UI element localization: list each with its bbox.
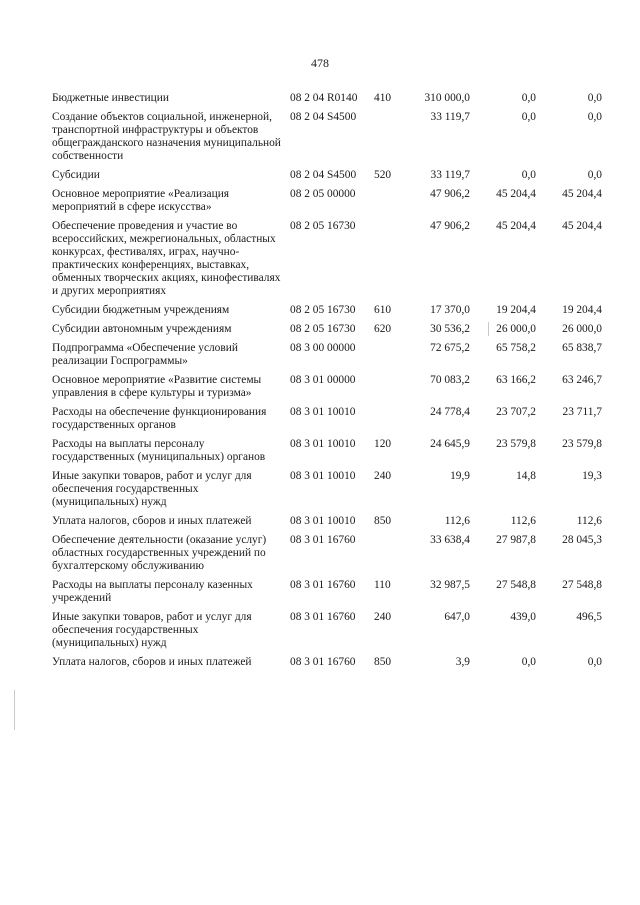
row-name: Субсидии бюджетным учреждениям xyxy=(52,304,230,316)
table-row xyxy=(52,374,612,400)
row-code: 08 3 01 16760 xyxy=(290,656,356,668)
row-code: 08 2 05 16730 xyxy=(290,220,356,232)
row-code: 08 3 01 10010 xyxy=(290,438,356,450)
row-value-3: 112,6 xyxy=(576,515,602,527)
budget-table xyxy=(52,86,612,669)
row-value-2: 0,0 xyxy=(521,169,536,181)
row-name: Создание объектов социальной, инженерной, транспортной инфраструктуры и объектов общегражданского назначения муниципальной собственности xyxy=(52,111,281,162)
row-value-1: 47 906,2 xyxy=(430,188,470,200)
row-value-3: 45 204,4 xyxy=(562,188,602,200)
row-value-2: 27 548,8 xyxy=(496,579,536,591)
table-row xyxy=(52,579,612,605)
row-value-2: 0,0 xyxy=(521,92,536,104)
row-code: 08 3 00 00000 xyxy=(290,342,356,354)
row-vr: 240 xyxy=(374,611,392,623)
row-name: Обеспечение проведения и участие во всероссийских, межрегиональных, областных конкурсах, фестивалях, играх, научно-практических конференциях, выставках, обменных творческих акциях, кинофестивалях и других мероприятиях xyxy=(52,220,281,297)
row-value-2: 0,0 xyxy=(521,111,536,123)
row-name: Обеспечение деятельности (оказание услуг) областных государственных учреждений по бухгалтерскому обслуживанию xyxy=(52,534,267,572)
scan-artifact-line xyxy=(488,322,489,336)
row-name: Основное мероприятие «Реализация мероприятий в сфере искусства» xyxy=(52,188,230,213)
table-row xyxy=(52,323,612,336)
table-row xyxy=(52,304,612,317)
row-vr: 240 xyxy=(374,470,392,482)
table-row xyxy=(52,92,612,105)
row-name: Иные закупки товаров, работ и услуг для обеспечения государственных (муниципальных) нужд xyxy=(52,470,252,508)
row-value-3: 496,5 xyxy=(576,611,602,623)
row-value-2: 439,0 xyxy=(510,611,536,623)
row-name: Расходы на обеспечение функционирования государственных органов xyxy=(52,406,267,431)
row-value-3: 65 838,7 xyxy=(562,342,602,354)
row-value-3: 23 711,7 xyxy=(562,406,602,418)
row-value-3: 63 246,7 xyxy=(562,374,602,386)
row-value-1: 33 119,7 xyxy=(430,169,470,181)
row-code: 08 2 04 S4500 xyxy=(290,169,357,181)
row-value-3: 19 204,4 xyxy=(562,304,602,316)
row-name: Расходы на выплаты персоналу государственных (муниципальных) органов xyxy=(52,438,266,463)
row-vr: 610 xyxy=(374,304,392,316)
row-vr: 850 xyxy=(374,515,392,527)
row-value-1: 47 906,2 xyxy=(430,220,470,232)
table-row xyxy=(52,342,612,368)
table-row xyxy=(52,470,612,509)
table-row xyxy=(52,188,612,214)
row-value-3: 0,0 xyxy=(587,656,602,668)
scan-artifact-line xyxy=(14,690,15,730)
row-value-2: 26 000,0 xyxy=(496,323,536,335)
row-code: 08 2 04 S4500 xyxy=(290,111,357,123)
table-row xyxy=(52,111,612,163)
row-value-1: 3,9 xyxy=(455,656,470,668)
table-row xyxy=(52,515,612,528)
row-name: Уплата налогов, сборов и иных платежей xyxy=(52,515,252,527)
row-code: 08 3 01 16760 xyxy=(290,579,356,591)
row-value-1: 647,0 xyxy=(444,611,470,623)
row-value-2: 63 166,2 xyxy=(496,374,536,386)
row-value-2: 23 579,8 xyxy=(496,438,536,450)
row-code: 08 2 04 R0140 xyxy=(290,92,358,104)
row-code: 08 2 05 16730 xyxy=(290,323,356,335)
row-value-3: 23 579,8 xyxy=(562,438,602,450)
row-vr: 110 xyxy=(374,579,391,591)
row-value-1: 33 638,4 xyxy=(430,534,470,546)
row-value-3: 26 000,0 xyxy=(562,323,602,335)
row-value-3: 0,0 xyxy=(587,111,602,123)
table-row xyxy=(52,534,612,573)
row-value-3: 19,3 xyxy=(582,470,602,482)
row-value-1: 19,9 xyxy=(450,470,470,482)
row-name: Бюджетные инвестиции xyxy=(52,92,169,104)
row-name: Расходы на выплаты персоналу казенных учреждений xyxy=(52,579,253,604)
row-code: 08 3 01 10010 xyxy=(290,515,356,527)
row-value-2: 23 707,2 xyxy=(496,406,536,418)
row-value-1: 17 370,0 xyxy=(430,304,470,316)
row-value-1: 112,6 xyxy=(444,515,470,527)
row-value-2: 14,8 xyxy=(516,470,536,482)
row-value-1: 72 675,2 xyxy=(430,342,470,354)
row-value-1: 33 119,7 xyxy=(430,111,470,123)
row-value-2: 65 758,2 xyxy=(496,342,536,354)
row-name: Субсидии автономным учреждениям xyxy=(52,323,232,335)
row-value-1: 32 987,5 xyxy=(430,579,470,591)
row-vr: 620 xyxy=(374,323,392,335)
row-code: 08 3 01 16760 xyxy=(290,611,356,623)
row-value-1: 24 778,4 xyxy=(430,406,470,418)
row-value-2: 45 204,4 xyxy=(496,188,536,200)
row-vr: 520 xyxy=(374,169,392,181)
row-code: 08 2 05 00000 xyxy=(290,188,356,200)
row-code: 08 2 05 16730 xyxy=(290,304,356,316)
row-name: Уплата налогов, сборов и иных платежей xyxy=(52,656,252,668)
row-vr: 120 xyxy=(374,438,392,450)
row-value-2: 112,6 xyxy=(510,515,536,527)
page-number: 478 xyxy=(311,56,329,70)
row-name: Подпрограмма «Обеспечение условий реализации Госпрограммы» xyxy=(52,342,238,367)
row-code: 08 3 01 16760 xyxy=(290,534,356,546)
row-name: Иные закупки товаров, работ и услуг для обеспечения государственных (муниципальных) нужд xyxy=(52,611,252,649)
row-value-2: 0,0 xyxy=(521,656,536,668)
table-row xyxy=(52,169,612,182)
table-row xyxy=(52,406,612,432)
row-value-3: 28 045,3 xyxy=(562,534,602,546)
row-code: 08 3 01 10010 xyxy=(290,470,356,482)
row-value-2: 45 204,4 xyxy=(496,220,536,232)
row-value-3: 0,0 xyxy=(587,169,602,181)
row-value-1: 310 000,0 xyxy=(424,92,470,104)
row-code: 08 3 01 00000 xyxy=(290,374,356,386)
table-row xyxy=(52,438,612,464)
row-vr: 410 xyxy=(374,92,392,104)
row-name: Основное мероприятие «Развитие системы управления в сфере культуры и туризма» xyxy=(52,374,262,399)
table-row xyxy=(52,220,612,298)
row-value-1: 30 536,2 xyxy=(430,323,470,335)
row-value-3: 45 204,4 xyxy=(562,220,602,232)
row-value-3: 27 548,8 xyxy=(562,579,602,591)
row-value-3: 0,0 xyxy=(587,92,602,104)
table-row xyxy=(52,611,612,650)
row-code: 08 3 01 10010 xyxy=(290,406,356,418)
row-name: Субсидии xyxy=(52,169,100,181)
table-row xyxy=(52,656,612,669)
row-vr: 850 xyxy=(374,656,392,668)
row-value-1: 70 083,2 xyxy=(430,374,470,386)
row-value-2: 19 204,4 xyxy=(496,304,536,316)
row-value-1: 24 645,9 xyxy=(430,438,470,450)
row-value-2: 27 987,8 xyxy=(496,534,536,546)
